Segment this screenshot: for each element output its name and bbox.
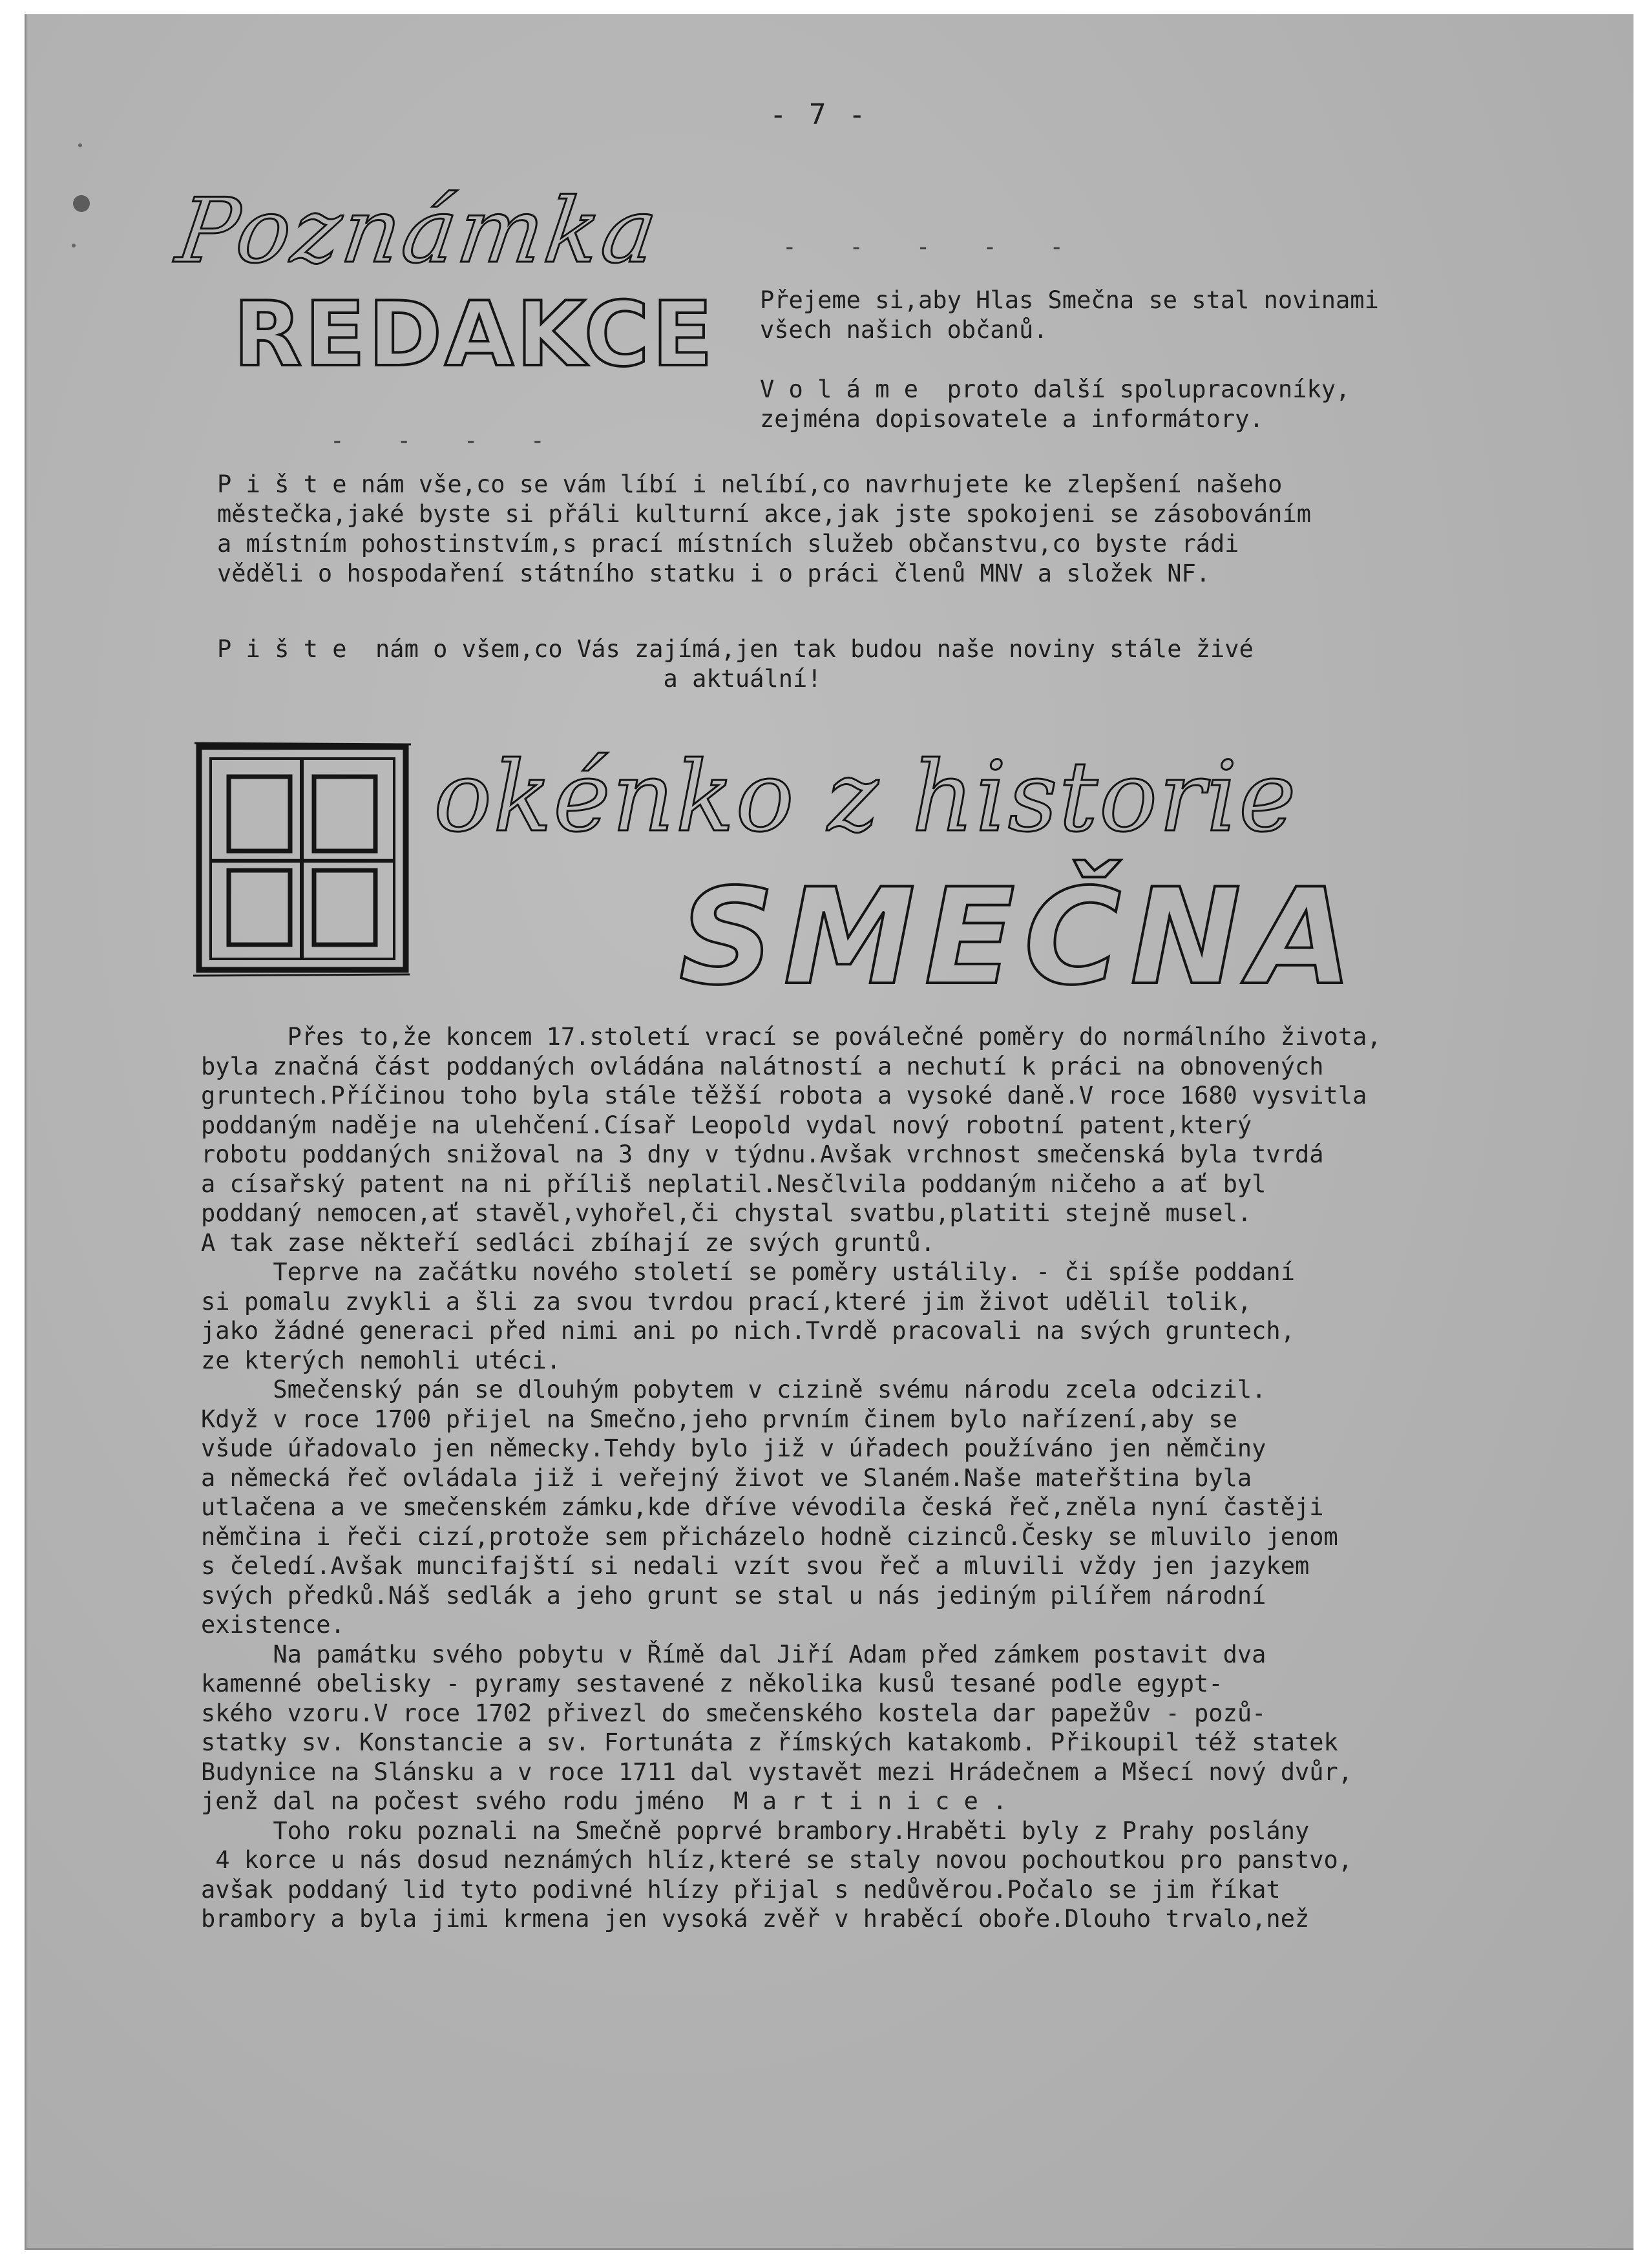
intro-line: všech našich občanů. (760, 316, 1048, 344)
editorial-title-line2: REDAKCE (233, 282, 716, 386)
page-number: - 7 - (770, 98, 868, 131)
editorial-intro (760, 286, 1379, 434)
newsletter-page (25, 14, 1633, 2250)
paper-speck (78, 143, 82, 147)
paper-speck (72, 244, 76, 247)
history-heading-line2: SMEČNA (679, 861, 1362, 1014)
intro-line: V o l á m e proto další spolupracovníky, (760, 375, 1350, 403)
history-heading-line1: okénko z historie (434, 741, 1297, 854)
punch-hole (73, 195, 90, 212)
history-article-text: Přes to,že koncem 17.století vrací se poválečné poměry do normálního života, byla značná část poddaných ovládána nalátností a nechutí k práci na obnovených gruntech.Příčinou toho byla stále těžší robota a vysoké daně.V roce 1680 vysvitla poddaným naděje na ulehčení.Císař Leopold vydal nový robotní patent,který robotu poddaných snižoval na 3 dny v týdnu.Avšak vrchnost smečenská byla tvrdá a císařský patent na ni příliš neplatil.Nesčlvila poddaným ničeho a ať byl poddaný nemocen,ať stavěl,vyhořel,či chystal svatbu,platiti stejně musel. A tak zase někteří sedláci zbíhají ze svých gruntů. Teprve na začátku nového století se poměry ustálily. - či spíše poddaní si pomalu zvykli a šli za svou tvrdou prací,které jim život udělil tolik, jako žádné generaci před nimi ani po nich.Tvrdě pracovali na svých gruntech, ze kterých nemohli utéci. Smečenský pán se dlouhým pobytem v cizině svému národu zcela odcizil. Když v roce 1700 přijel na Smečno,jeho prvním činem bylo nařízení,aby se všude úřadovalo jen německy.Tehdy bylo již v úřadech používáno jen němčiny a německá řeč ovládala již i veřejný život ve Slaném.Naše mateřština byla utlačena a ve smečenském zámku,kde dříve vévodila česká řeč,zněla nyní častěji němčina i řeči cizí,protože sem přicházelo hodně cizinců.Česky se mluvilo jenom s čeledí.Avšak muncifajští si nedali vzít svou řeč a mluvili vždy jen jazykem svých předků.Náš sedlák a jeho grunt se stal u nás jediným pilířem národní existence. Na památku svého pobytu v Římě dal Jiří Adam před zámkem postavit dva kamenné obelisky - pyramy sestavené z několika kusů tesané podle egypt- ského vzoru.V roce 1702 přivezl do smečenského kostela dar papežův - pozů- statky sv. Konstancie a sv. Fortunáta z římských katakomb. Přikoupil též statek Budynice na Slánsku a v roce 1711 dal vystavět mezi Hrádečnem a Mšecí nový dvůr, jenž dal na počest svého rodu jméno M a r t i n i c e . Toho roku poznali na Smečně poprvé brambory.Hraběti byly z Prahy poslány 4 korce u nás dosud neznámých hlíz,které se staly novou pochoutkou pro panstvo, avšak poddaný lid tyto podivné hlízy přijal s nedůvěrou.Počalo se jim říkat brambory a byla jimi krmena jen vysoká zvěř v hraběcí oboře.Dlouho trvalo,než (201, 1023, 1381, 1933)
window-illustration (191, 738, 414, 980)
editorial-paragraph-write-us: P i š t e nám vše,co se vám líbí i nelíbí,co navrhujete ke zlepšení našeho městečka,jaké byste si přáli kulturní akce,jak jste spokojeni se zásobováním a místním pohostinstvím,s prací místních služeb občanstvu,co byste rádi věděli o hospodaření státního statku i o práci členů MNV a složek NF. (217, 470, 1311, 587)
intro-line: Přejeme si,aby Hlas Smečna se stal novinami (760, 286, 1379, 314)
decorative-dashes: - - - - - (782, 234, 1084, 260)
editorial-title-line1: Poznámka (171, 179, 666, 283)
intro-line: zejména dopisovatele a informátory. (760, 405, 1264, 433)
editorial-paragraph-closing: P i š t e nám o všem,co Vás zajímá,jen tak budou naše noviny stále živé a aktuální! (217, 635, 1254, 693)
decorative-dashes: - - - - (330, 428, 564, 454)
